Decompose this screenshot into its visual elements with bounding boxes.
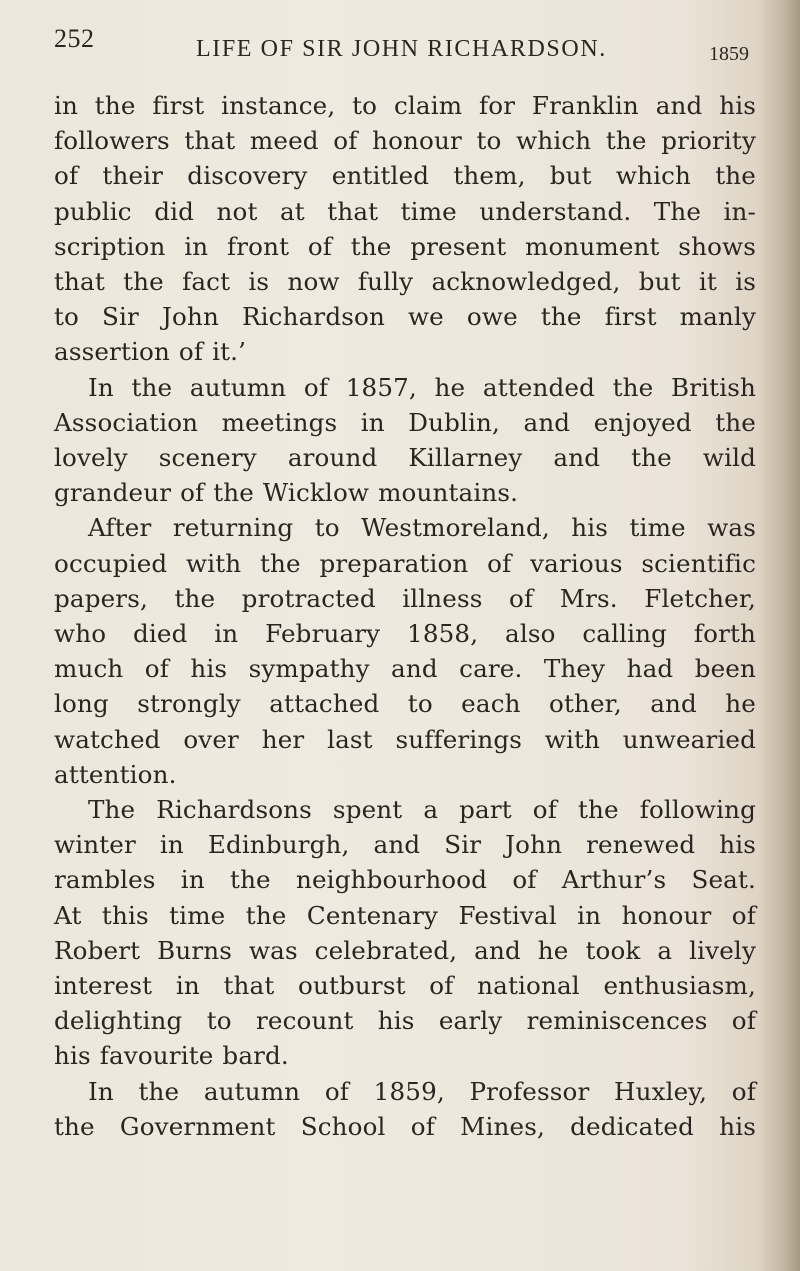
text-line: At this time the Centenary Festival in honour of — [54, 900, 756, 930]
text-line: The Richardsons spent a part of the following — [88, 795, 756, 825]
text-line: assertion of it.’ — [54, 337, 247, 367]
text-line: his favourite bard. — [54, 1041, 289, 1071]
text-line: lovely scenery around Killarney and the wild — [54, 443, 756, 473]
text-line: After returning to Westmoreland, his time was — [88, 513, 756, 543]
text-line: in the first instance, to claim for Franklin and his — [54, 91, 756, 120]
page-number: 252 — [54, 24, 95, 53]
text-line: occupied with the preparation of various scientific — [54, 548, 756, 578]
header-year: 1859 — [709, 43, 749, 65]
page-edge-shadow — [758, 0, 800, 1271]
text-line: grandeur of the Wicklow mountains. — [54, 478, 519, 508]
body-text — [54, 88, 756, 1144]
text-line: interest in that outburst of national enthusiasm, — [54, 971, 756, 1001]
text-line: delighting to recount his early reminiscences of — [54, 1006, 756, 1036]
text-line: Association meetings in Dublin, and enjoyed the — [54, 407, 756, 437]
text-line: In the autumn of 1857, he attended the British — [88, 372, 756, 402]
text-line: scription in front of the present monument shows — [54, 231, 756, 261]
text-line: followers that meed of honour to which the priority — [54, 126, 756, 156]
text-line: of their discovery entitled them, but which the — [54, 161, 756, 191]
text-line: In the autumn of 1859, Professor Huxley, of — [88, 1076, 756, 1106]
text-line: attention. — [54, 759, 177, 789]
page-header — [54, 24, 754, 74]
text-line: much of his sympathy and care. They had been — [54, 654, 756, 684]
text-line: winter in Edinburgh, and Sir John renewed his — [54, 830, 756, 860]
text-line: papers, the protracted illness of Mrs. Fletcher, — [54, 583, 756, 613]
text-line: public did not at that time understand. The in- — [54, 196, 756, 226]
running-title: LIFE OF SIR JOHN RICHARDSON. — [196, 36, 607, 62]
text-line: that the fact is now fully acknowledged, but it is — [54, 267, 756, 297]
text-line: to Sir John Richardson we owe the first manly — [54, 302, 756, 332]
text-line: rambles in the neighbourhood of Arthur’s Seat. — [54, 865, 756, 895]
text-line: Robert Burns was celebrated, and he took a lively — [54, 935, 756, 965]
text-line: who died in February 1858, also calling forth — [54, 619, 756, 649]
text-line: long strongly attached to each other, and he — [54, 689, 756, 719]
text-line: watched over her last sufferings with unwearied — [54, 724, 756, 754]
text-line: the Government School of Mines, dedicated his — [54, 1111, 756, 1141]
